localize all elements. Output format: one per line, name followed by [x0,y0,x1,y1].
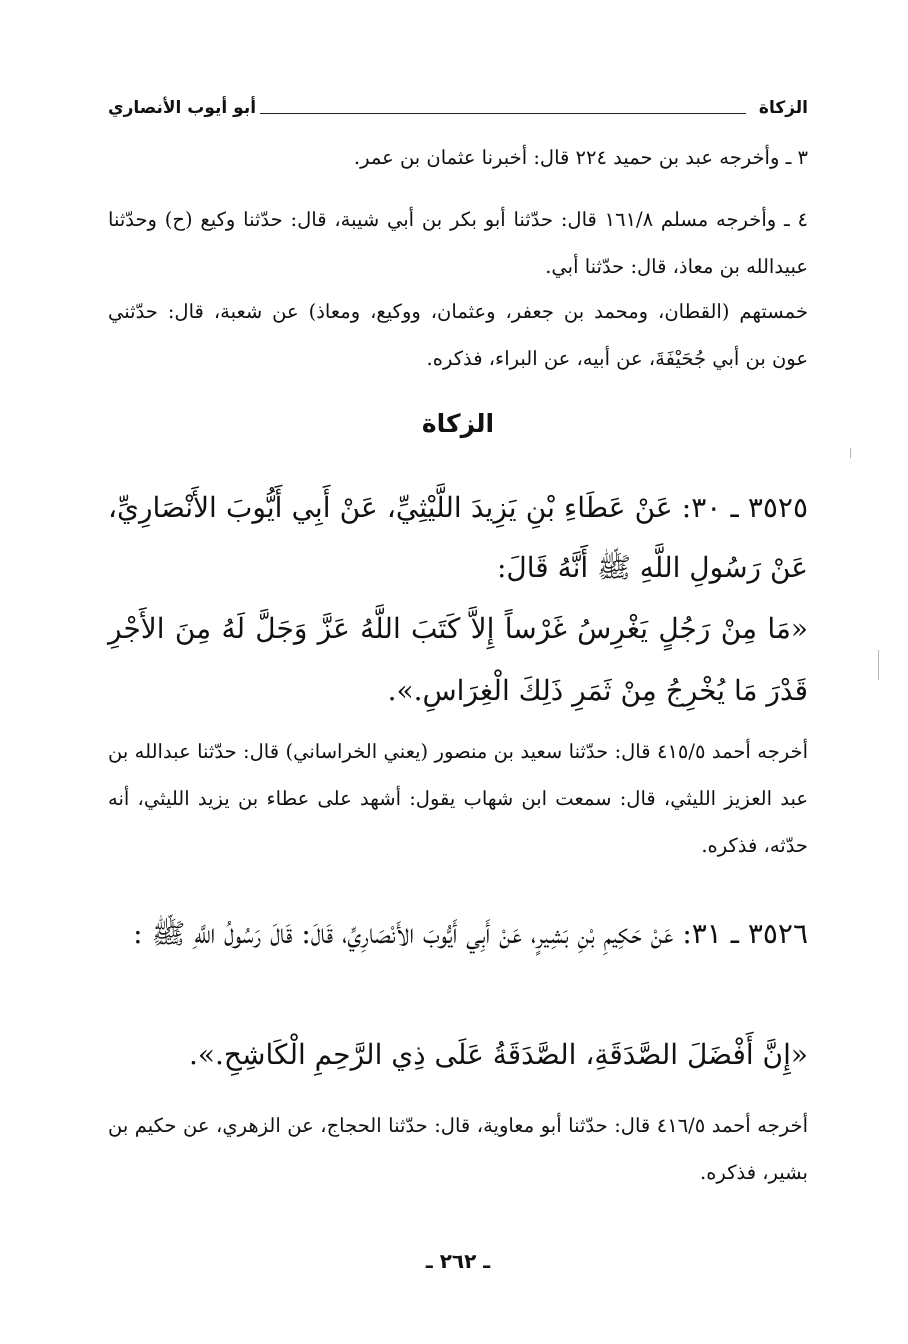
header-book-title: أبو أيوب الأنصاري [108,98,257,118]
hadith-3525-takhrij: أخرجه أحمد ٤١٥/٥ قال: حدّثنا سعيد بن منصور (يعني الخراساني) قال: حدّثنا عبدالله بن عبد العزيز الليثي، قال: سمعت ابن شهاب يقول: أشهد على عطاء بن يزيد الليثي، أنه حدّثه، فذكره. [108,740,808,857]
footnote-3: ٣ ـ وأخرجه عبد بن حميد ٢٢٤ قال: أخبرنا عثمان بن عمر. [353,146,808,169]
footnote-4: ٤ ـ وأخرجه مسلم ١٦١/٨ قال: حدّثنا أبو بكر بن أبي شيبة، قال: حدّثنا وكيع (ح) وحدّثنا عبيدالله بن معاذ، قال: حدّثنا أبي. [108,208,808,278]
scan-mark [850,448,851,458]
section-title: الزكاة [421,409,495,438]
header-chapter-title: الزكاة [758,98,808,118]
running-header [108,96,808,128]
hadith-3525-isnad: ٣٥٢٥ ـ ٣٠: عَنْ عَطَاءِ بْنِ يَزِيدَ اللَّيْثِيِّ، عَنْ أَبِي أَيُّوبَ الأَنْصَارِيِّ، عَنْ رَسُولِ اللَّهِ ﷺ أَنَّهُ قَالَ: [108,491,808,584]
header-rule [260,113,746,114]
hadith-3526-takhrij: أخرجه أحمد ٤١٦/٥ قال: حدّثنا أبو معاوية، قال: حدّثنا الحجاج، عن الزهري، عن حكيم بن بشير، فذكره. [108,1114,808,1184]
hadith-3525-matn: «مَا مِنْ رَجُلٍ يَغْرِسُ غَرْساً إِلاَّ كَتَبَ اللَّهُ عَزَّ وَجَلَّ لَهُ مِنَ الأَجْرِ قَدْرَ مَا يُخْرِجُ مِنْ ثَمَرِ ذَلِكَ الْغِرَاسِ.». [108,612,808,707]
scan-mark [878,650,879,680]
hadith-3526-matn: «إِنَّ أَفْضَلَ الصَّدَقَةِ، الصَّدَقَةُ عَلَى ذِي الرَّحِمِ الْكَاشِحِ.». [188,1038,808,1071]
hadith-3526-isnad: ٣٥٢٦ ـ ٣١: عَنْ حَكِيمِ بْنِ بَشِيرٍ، عَنْ أَبِي أَيُّوبَ الأَنْصَارِيِّ، قَالَ: قَالَ رَسُولُ اللَّهِ ﷺ : [133,917,808,950]
footnote-summary: خمستهم (القطان، ومحمد بن جعفر، وعثمان، ووكيع، ومعاذ) عن شعبة، قال: حدّثني عون بن أبي جُحَيْفَةَ، عن أبيه، عن البراء، فذكره. [108,300,808,370]
page-number: ـ ٢٦٢ ـ [425,1249,491,1273]
